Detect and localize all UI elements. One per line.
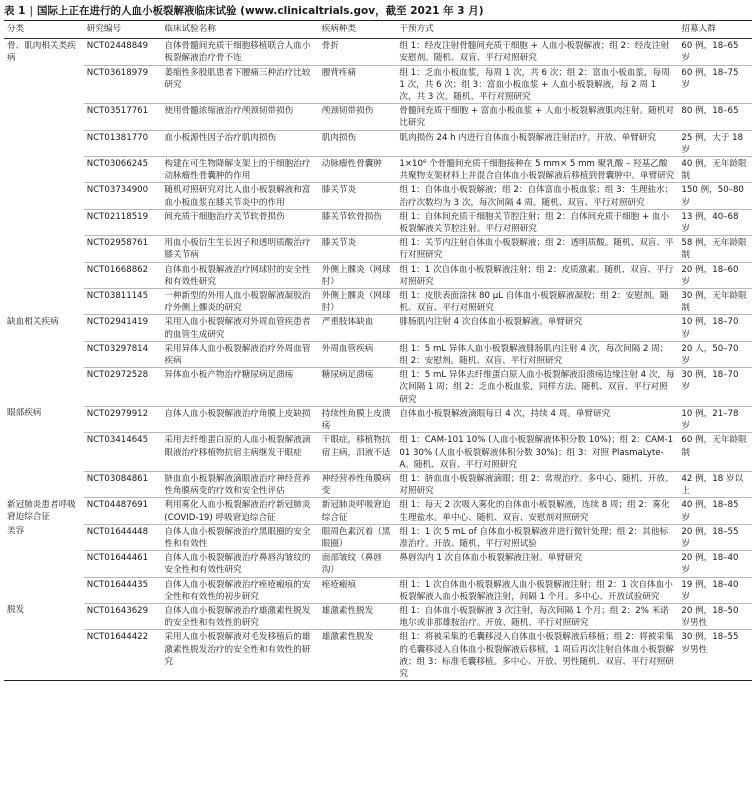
table-row: [4, 315, 752, 341]
category-cell: [4, 262, 84, 288]
header-intervention: 干预方式: [396, 21, 678, 39]
table-row: [4, 341, 752, 367]
study-id-cell: NCT03084861: [84, 471, 162, 497]
study-id-cell: NCT02958761: [84, 236, 162, 262]
trial-name-cell: 自体人血小板裂解液治疗鼻唇沟皱纹的安全性和有效性研究: [161, 551, 318, 577]
category-cell: [4, 368, 84, 407]
category-cell: 新冠肺炎患者呼吸窘迫综合征: [7, 499, 76, 523]
intervention-cell: 组 1：1 次自体血小板裂解液注射；组 2：皮质激素。随机、双盲、平行对照研究: [396, 262, 678, 288]
study-id-cell: NCT02941419: [84, 315, 162, 341]
population-cell: 19 例，18–40 岁: [678, 577, 752, 603]
intervention-cell: 组 1：脐血血小板裂解液滴眼；组 2：常规治疗。多中心、随机、开放、对照研究: [396, 471, 678, 497]
table-row: [4, 368, 752, 407]
population-cell: 10 例，21–78 岁: [678, 406, 752, 432]
intervention-cell: 1×10⁶ 个骨髓间充质干细胞接种在 5 mm× 5 mm 聚乳酸 – 羟基乙酸共聚物支架材料上并混合自体血小板裂解液后移植到骨囊肿中。单臂研究: [396, 157, 678, 183]
population-cell: 20 例，18–55 岁: [678, 524, 752, 550]
intervention-cell: 组 1：CAM-101 10% (人血小板裂解液体积分数 10%)；组 2：CAM-101 30% (人血小板裂解液体积分数 30%)；组 3：对照 PlasmaLyte-A。随机、双盲、平行对照研究: [396, 433, 678, 472]
study-id-cell: NCT01668862: [84, 262, 162, 288]
category-cell: [4, 236, 84, 262]
trial-name-cell: 采用去纤维蛋白原的人血小板裂解液滴眼液治疗移植物抗宿主病继发干眼症: [161, 433, 318, 472]
table-row: [4, 157, 752, 183]
table-caption: [4, 3, 484, 18]
category-cell: 骨、肌肉相关类疾病: [7, 41, 76, 64]
table-row: [4, 262, 752, 288]
study-id-cell: NCT01644448: [84, 524, 162, 550]
trial-name-cell: 萎缩性多股肌患者下腰痛三种治疗比较研究: [161, 65, 318, 104]
intervention-cell: 组 1：5 mL 异体去纤维蛋白原人血小板裂解液沿溃疡边缘注射 4 次，每次间隔 1 周；组 2：乏血小板血浆，同样方法。随机、双盲、平行对照研究: [396, 368, 678, 407]
study-id-cell: NCT03618979: [84, 65, 162, 104]
study-id-cell: NCT02972528: [84, 368, 162, 407]
study-id-cell: NCT01643629: [84, 603, 162, 629]
category-cell: [4, 183, 84, 209]
table-title: 国际上正在进行的人血小板裂解液临床试验 (www.clinicaltrials.gov，截至 2021 年 3 月): [37, 5, 484, 17]
population-cell: 25 例，大于 18 岁: [678, 130, 752, 156]
disease-cell: 干眼症，移植物抗宿主病，泪液不适: [319, 433, 397, 472]
disease-cell: 持续性角膜上皮溃疡: [319, 406, 397, 432]
study-id-cell: NCT03811145: [84, 289, 162, 315]
population-cell: 10 例，18–70 岁: [678, 315, 752, 341]
intervention-cell: 骨髓间充质干细胞 + 富血小板血浆 + 人血小板裂解液肌肉注射。随机对比研究: [396, 104, 678, 130]
population-cell: 42 例，18 岁以上: [678, 471, 752, 497]
population-cell: 30 例，18–70 岁: [678, 368, 752, 407]
disease-cell: 膝关节炎: [319, 236, 397, 262]
disease-cell: 骨折: [319, 39, 397, 65]
trial-name-cell: 间充质干细胞治疗关节软骨损伤: [161, 209, 318, 235]
population-cell: 20 例，18–60 岁: [678, 262, 752, 288]
trial-name-cell: 脐血血小板裂解液滴眼液治疗神经营养性角膜病变的疗效和安全性评估: [161, 471, 318, 497]
header-population: 招募人群: [678, 21, 752, 39]
intervention-cell: 肌肉损伤 24 h 内进行自体血小板裂解液注射治疗。开放、单臂研究: [396, 130, 678, 156]
category-cell: 脱发: [7, 605, 25, 616]
disease-cell: 膝关节软骨损伤: [319, 209, 397, 235]
category-cell: [4, 577, 84, 603]
trial-name-cell: 随机对照研究对比人血小板裂解液和富血小板血浆在膝关节炎中的作用: [161, 183, 318, 209]
disease-cell: 面部皱纹（鼻唇沟）: [319, 551, 397, 577]
disease-cell: 动脉瘤性骨囊肿: [319, 157, 397, 183]
study-id-cell: NCT01381770: [84, 130, 162, 156]
population-cell: 80 例，18–65: [678, 104, 752, 130]
study-id-cell: NCT01644461: [84, 551, 162, 577]
category-cell: 眼部疾病: [7, 408, 42, 419]
study-id-cell: NCT03517761: [84, 104, 162, 130]
table-row: [4, 39, 752, 65]
table-row: [4, 577, 752, 603]
trial-name-cell: 采用异体人血小板裂解液治疗外周血管疾病: [161, 341, 318, 367]
trial-name-cell: 利用雾化人血小板裂解液治疗新冠肺炎 (COVID-19) 呼吸窘迫综合征: [161, 498, 318, 524]
table-row: [4, 104, 752, 130]
table-row: [4, 433, 752, 472]
disease-cell: 腰背疼痛: [319, 65, 397, 104]
trial-name-cell: 使用骨髓浓缩液治疗颅颈韧带损伤: [161, 104, 318, 130]
trial-name-cell: 自体人血小板裂解液治疗痤疮瘢痕的安全性和有效性的初步研究: [161, 577, 318, 603]
table-row: [4, 183, 752, 209]
disease-cell: 雄激素性脱发: [319, 603, 397, 629]
study-id-cell: NCT03066245: [84, 157, 162, 183]
category-cell: [4, 289, 84, 315]
table-row: [4, 406, 752, 432]
header-category: 分类: [4, 21, 84, 39]
intervention-cell: 鼻唇沟内 1 次自体血小板裂解液注射。单臂研究: [396, 551, 678, 577]
intervention-cell: 腓肠肌内注射 4 次自体血小板裂解液。单臂研究: [396, 315, 678, 341]
study-id-cell: NCT02448849: [84, 39, 162, 65]
table-header-row: [4, 21, 752, 39]
disease-cell: 痤疮瘢痕: [319, 577, 397, 603]
disease-cell: 严重肢体缺血: [319, 315, 397, 341]
table-row: [4, 498, 752, 524]
disease-cell: 外周血管疾病: [319, 341, 397, 367]
category-cell: [4, 471, 84, 497]
table-body: [4, 39, 752, 681]
trial-name-cell: 自体人血小板裂解液治疗黑眼圈的安全性和有效性: [161, 524, 318, 550]
intervention-cell: 组 1：每天 2 次吸入雾化的自体血小板裂解液，连续 8 周；组 2：雾化生理盐水。单中心、随机、双盲、安慰剂对照研究: [396, 498, 678, 524]
intervention-cell: 组 1：自体间充质干细胞关节腔注射；组 2：自体间充质干细胞 + 血小板裂解液关节腔注射。平行对照研究: [396, 209, 678, 235]
trial-name-cell: 一种新型的外用人血小板裂解液凝胶治疗外侧上髁炎的研究: [161, 289, 318, 315]
table-row: [4, 130, 752, 156]
category-cell: [4, 104, 84, 130]
table-label: 表 1: [4, 5, 26, 17]
disease-cell: 新冠肺炎呼吸窘迫综合征: [319, 498, 397, 524]
table-row: [4, 209, 752, 235]
header-disease: 疾病种类: [319, 21, 397, 39]
disease-cell: 外侧上髁炎（网球肘）: [319, 289, 397, 315]
disease-cell: 膝关节炎: [319, 183, 397, 209]
study-id-cell: NCT01644422: [84, 630, 162, 681]
clinical-trials-table: [4, 21, 752, 681]
study-id-cell: NCT03297814: [84, 341, 162, 367]
trial-name-cell: 用血小板衍生生长因子和透明质酸治疗膝关节病: [161, 236, 318, 262]
population-cell: 30 例，18–55 岁男性: [678, 630, 752, 681]
disease-cell: 外侧上髁炎（网球肘）: [319, 262, 397, 288]
population-cell: 30 例，无年龄限制: [678, 289, 752, 315]
study-id-cell: NCT01644435: [84, 577, 162, 603]
header-study-id: 研究编号: [84, 21, 162, 39]
population-cell: 58 例，无年龄限制: [678, 236, 752, 262]
category-cell: [4, 65, 84, 104]
study-id-cell: NCT02118519: [84, 209, 162, 235]
category-cell: [4, 209, 84, 235]
disease-cell: 雄激素性脱发: [319, 630, 397, 681]
population-cell: 60 例，18–75 岁: [678, 65, 752, 104]
study-id-cell: NCT02979912: [84, 406, 162, 432]
trial-name-cell: 血小板源性因子治疗肌肉损伤: [161, 130, 318, 156]
trial-name-cell: 自体人血小板裂解液治疗雄激素性脱发的安全性和有效性的研究: [161, 603, 318, 629]
disease-cell: 糖尿病足溃疡: [319, 368, 397, 407]
category-cell: [4, 341, 84, 367]
population-cell: 40 例，无年龄限制: [678, 157, 752, 183]
table-row: [4, 289, 752, 315]
caption-separator: |: [29, 5, 34, 17]
intervention-cell: 组 1：自体血小板裂解液 3 次注射，每次间隔 1 个月；组 2：2% 米诺地尔或非那雄胺治疗。开放、随机、平行对照研究: [396, 603, 678, 629]
disease-cell: 颅颈韧带损伤: [319, 104, 397, 130]
intervention-cell: 组 1：皮肤表面涂抹 80 μL 自体血小板裂解液凝胶；组 2：安慰剂。随机、双盲、平行对照研究: [396, 289, 678, 315]
category-cell: 缺血相关疾病: [7, 316, 59, 327]
intervention-cell: 组 1：5 mL 异体人血小板裂解液腓肠肌内注射 4 次，每次间隔 2 周；组 2：安慰剂。随机、双盲、平行对照研究: [396, 341, 678, 367]
trial-name-cell: 自体骨髓间充质干细胞移植联合人血小板裂解液治疗骨不连: [161, 39, 318, 65]
disease-cell: 眼周色素沉着（黑眼圈）: [319, 524, 397, 550]
population-cell: 20 例，18–40 岁: [678, 551, 752, 577]
intervention-cell: 组 1：自体血小板裂解液；组 2：自体富血小板血浆；组 3：生理盐水；治疗次数均为 3 次，每次间隔 4 周。随机、双盲、平行对照研究: [396, 183, 678, 209]
trial-name-cell: 采用人血小板裂解液对毛发移植后的雄激素性脱发治疗的安全性和有效性的研究: [161, 630, 318, 681]
header-trial-name: 临床试验名称: [161, 21, 318, 39]
intervention-cell: 自体血小板裂解液滴眼每日 4 次，持续 4 周。单臂研究: [396, 406, 678, 432]
intervention-cell: 组 1：1 次 5 mL of 自体血小板裂解液并进行微针处理；组 2：其他标准治疗。开放、随机、平行对照试验: [396, 524, 678, 550]
table-row: [4, 551, 752, 577]
population-cell: 13 例，40–68 岁: [678, 209, 752, 235]
population-cell: 60 例，18–65 岁: [678, 39, 752, 65]
table-row: [4, 236, 752, 262]
trial-name-cell: 异体血小板产物治疗糖尿病足溃疡: [161, 368, 318, 407]
population-cell: 20 人，50–70 岁: [678, 341, 752, 367]
category-cell: [4, 433, 84, 472]
intervention-cell: 组 1：将被采集的毛囊移浸入自体血小板裂解液后移植；组 2：将被采集的毛囊移浸入自体血小板裂解液后移植，1 周后再次注射自体血小板裂解液；组 3：标准毛囊移植。多中心、开放、男性随机、双盲、平行对照研究: [396, 630, 678, 681]
disease-cell: 神经营养性角膜病变: [319, 471, 397, 497]
table-row: [4, 471, 752, 497]
population-cell: 40 例，18–85 岁: [678, 498, 752, 524]
trial-name-cell: 自体血小板裂解液治疗网球肘的安全性和有效性研究: [161, 262, 318, 288]
intervention-cell: 组 1：1 次自体血小板裂解液人血小板裂解液注射；组 2：1 次自体血小板裂解液人血小板裂解液注射，间隔 1 个月。多中心、开放试验研究: [396, 577, 678, 603]
intervention-cell: 组 1：乏血小板血浆，每周 1 次，共 6 次；组 2：富血小板血浆，每周 1 次，共 6 次；组 3：富血小板血浆 + 人血小板裂解液，每 2 周 1 次，共 3 次。随机、平行对照研究: [396, 65, 678, 104]
trial-name-cell: 采用人血小板裂解液对外周血管疾患者的血管生成研究: [161, 315, 318, 341]
table-row: [4, 603, 752, 629]
table-row: [4, 524, 752, 550]
intervention-cell: 组 1：经皮注射骨髓间充质干细胞 + 人血小板裂解液；组 2：经皮注射安慰剂。随机、双盲、平行对照研究: [396, 39, 678, 65]
study-id-cell: NCT03414645: [84, 433, 162, 472]
category-cell: [4, 630, 84, 681]
table-row: [4, 65, 752, 104]
population-cell: 150 例，50–80 岁: [678, 183, 752, 209]
category-cell: 美容: [7, 526, 25, 537]
trial-name-cell: 构建在可生物降解支架上的干细胞治疗动脉瘤性骨囊肿的作用: [161, 157, 318, 183]
population-cell: 20 例，18–50 岁男性: [678, 603, 752, 629]
intervention-cell: 组 1：关节内注射自体血小板裂解液；组 2：透明质酸。随机、双盲、平行对照研究: [396, 236, 678, 262]
population-cell: 60 例，无年龄限制: [678, 433, 752, 472]
disease-cell: 肌肉损伤: [319, 130, 397, 156]
study-id-cell: NCT04487691: [84, 498, 162, 524]
table-row: [4, 630, 752, 681]
trial-name-cell: 自体人血小板裂解液治疗角膜上皮缺损: [161, 406, 318, 432]
category-cell: [4, 551, 84, 577]
category-cell: [4, 157, 84, 183]
study-id-cell: NCT03734900: [84, 183, 162, 209]
category-cell: [4, 130, 84, 156]
